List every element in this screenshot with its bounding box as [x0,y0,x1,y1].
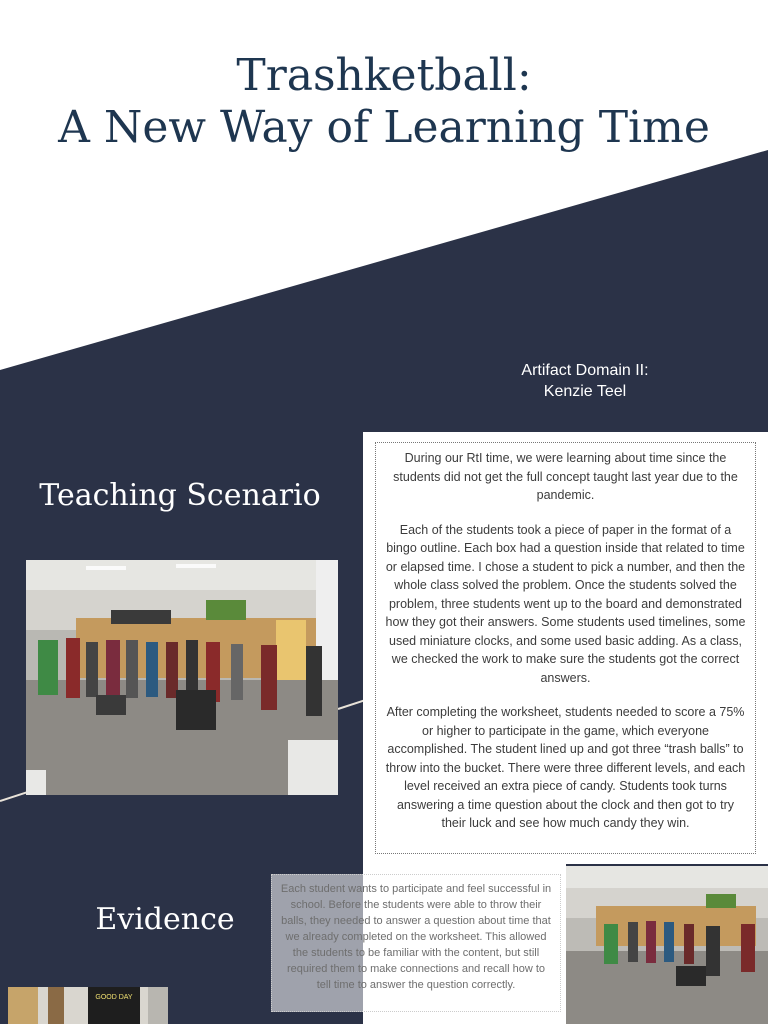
good-day-poster-photo [8,987,168,1024]
classroom-photo [26,560,338,795]
artifact-label [470,360,700,402]
title-line-1: Trashketball: [236,50,532,101]
evidence-text-card [271,874,561,1012]
evidence-heading: Evidence [95,902,235,937]
teaching-scenario-heading: Teaching Scenario [39,478,321,513]
scenario-paragraph: After completing the worksheet, students needed to score a 75% or higher to participate in the game, which everyone accomplished. The student lined up and got three “trash balls” to throw into the bucket. There were three different levels, and each level received an extra piece of candy. Students took turns answering a time question about the clock and then got to try their luck and see how much candy they win. [385,705,746,830]
scenario-paragraph: Each of the students took a piece of paper in the format of a bingo outline. Each box had a question inside that related to time or elapsed time. I chose a student to pick a number, and then the whole class solved the problem. Once the students solved the problem, three students went up to the board and demonstrated how they got their answers. Some students used timelines, some used miniature clocks, and some used basic adding. As a class, we checked the work to make sure the students got the correct answers. [385,522,746,685]
title-line-2: A New Way of Learning Time [58,102,710,153]
scenario-text-frame [375,442,756,854]
scenario-paragraph: During our RtI time, we were learning about time since the students did not get the full concept taught last year due to the pandemic. [393,451,738,502]
classroom-photo-small [566,866,768,1024]
artifact-author: Kenzie Teel [543,383,627,400]
poster-text: GOOD DAY [95,994,133,1001]
scenario-text-card [363,432,768,864]
page-title [0,50,768,154]
evidence-paragraph: Each student wants to participate and feel successful in school. Before the students were able to throw their balls, they needed to answer a question about time that we already completed on the worksheet. This allowed the students to be familiar with the content, but still required them to make connections and recall how to tell time to answer the question correctly. [280,883,552,991]
artifact-domain: Artifact Domain II: [521,362,649,379]
